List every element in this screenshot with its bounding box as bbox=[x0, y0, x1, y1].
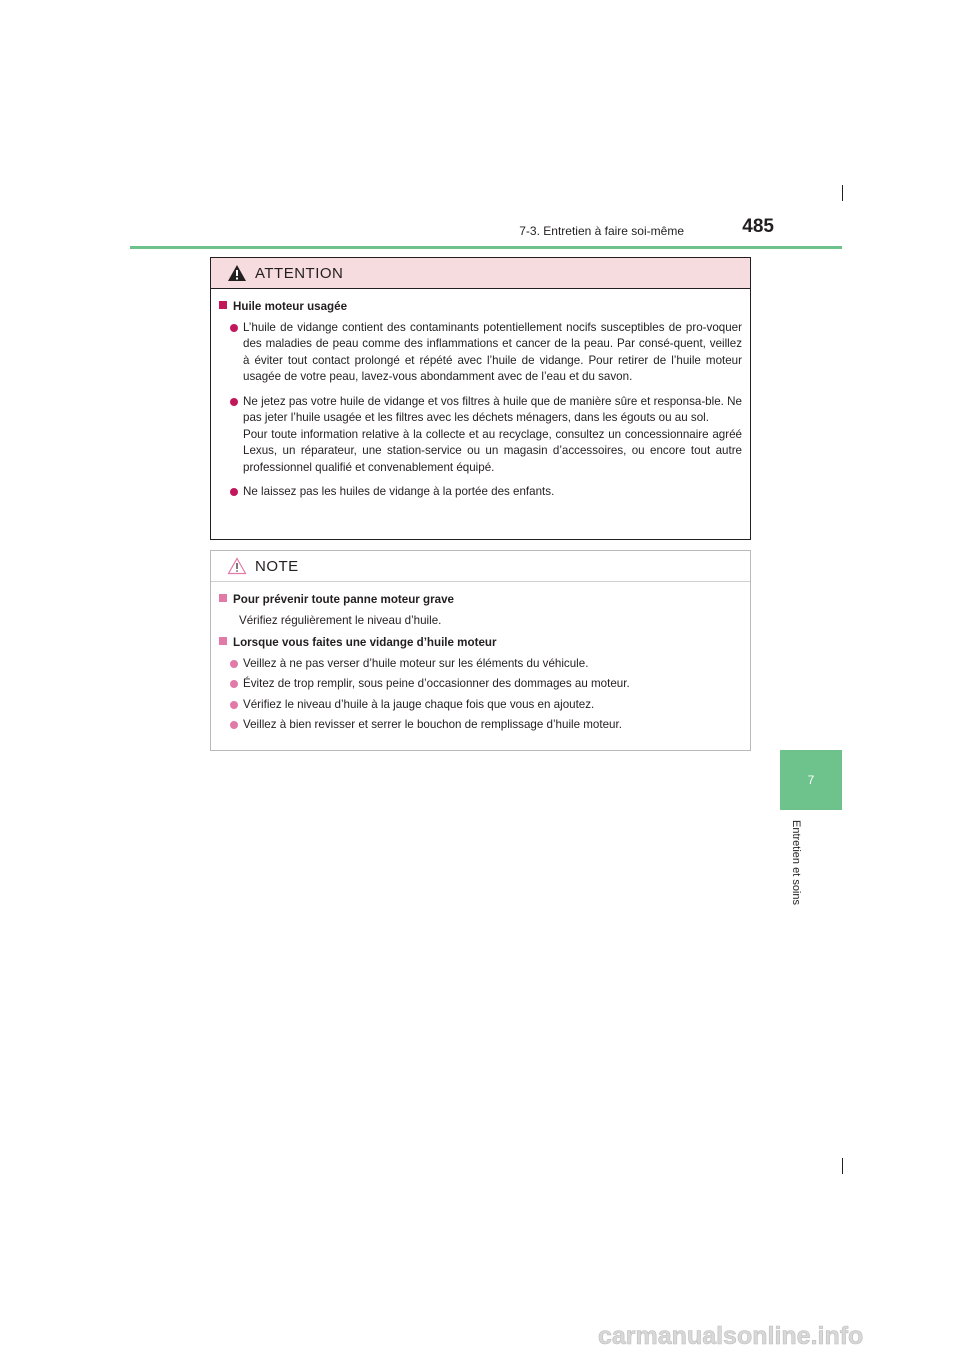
bullet-icon bbox=[230, 488, 238, 496]
bullet-icon bbox=[230, 324, 238, 332]
note-title: NOTE bbox=[255, 557, 299, 575]
list-item-text: Évitez de trop remplir, sous peine d’occasionner des dommages au moteur. bbox=[243, 677, 630, 690]
attention-body bbox=[211, 289, 750, 501]
bullet-icon bbox=[230, 660, 238, 668]
note-heading-1 bbox=[219, 592, 742, 609]
watermark-text: carmanualsonline.info bbox=[598, 1322, 864, 1350]
crop-mark-top-right bbox=[842, 185, 843, 201]
list-item bbox=[219, 717, 742, 734]
note-box bbox=[210, 550, 751, 751]
attention-heading-text: Huile moteur usagée bbox=[233, 300, 348, 313]
list-item bbox=[219, 320, 742, 386]
list-item bbox=[219, 484, 742, 501]
section-title: 7-3. Entretien à faire soi-même bbox=[519, 224, 684, 238]
bullet-icon bbox=[230, 398, 238, 406]
list-item-text: Ne jetez pas votre huile de vidange et vos filtres à huile que de manière sûre et responsa-ble. Ne pas jeter l’huile usagée et les filtres avec les déchets ménagers, dans les égouts ou au sol. bbox=[243, 394, 742, 424]
attention-box bbox=[210, 257, 751, 540]
attention-header bbox=[211, 258, 750, 289]
list-item bbox=[219, 394, 742, 477]
warning-icon bbox=[227, 264, 247, 282]
list-item-text: Veillez à bien revisser et serrer le bouchon de remplissage d’huile moteur. bbox=[243, 718, 622, 731]
list-item bbox=[219, 656, 742, 673]
caution-icon bbox=[227, 557, 247, 575]
chapter-tab bbox=[780, 750, 842, 810]
list-item bbox=[219, 697, 742, 714]
bullet-icon bbox=[230, 701, 238, 709]
note-header bbox=[211, 551, 750, 582]
watermark bbox=[598, 1318, 950, 1352]
list-item-text: Ne laissez pas les huiles de vidange à la portée des enfants. bbox=[243, 485, 555, 498]
note-heading-2-text: Lorsque vous faites une vidange d’huile moteur bbox=[233, 636, 497, 649]
list-item bbox=[219, 676, 742, 693]
bullet-icon bbox=[230, 680, 238, 688]
chapter-number: 7 bbox=[807, 773, 815, 787]
list-item-text: Vérifiez le niveau d’huile à la jauge chaque fois que vous en ajoutez. bbox=[243, 697, 595, 711]
note-heading-2 bbox=[219, 635, 742, 652]
crop-mark-bottom-right bbox=[842, 1158, 843, 1174]
bullet-icon bbox=[230, 721, 238, 729]
note-body bbox=[211, 582, 750, 734]
square-bullet-icon bbox=[219, 301, 227, 309]
attention-title: ATTENTION bbox=[255, 264, 344, 282]
list-item-continuation: Pour toute information relative à la collecte et au recyclage, consultez un concessionnaire agréé Lexus, un réparateur, une station-service ou un magasin d’accessoires, ou encore tout autre professionnel qualifié et convenablement équipé. bbox=[243, 427, 742, 474]
list-item-text: L’huile de vidange contient des contaminants potentiellement nocifs susceptibles de pro-voquer des maladies de peau comme des inflammations et cancer de la peau. Par consé-quent, veillez à éviter tout contact prolongé et répété avec l’huile de vidange. Pour retirer de l’huile moteur usagée de votre peau, lavez-vous abondamment avec de l’eau et du savon. bbox=[243, 320, 742, 383]
page-number: 485 bbox=[742, 216, 774, 237]
list-item-text: Veillez à ne pas verser d’huile moteur sur les éléments du véhicule. bbox=[243, 656, 589, 670]
note-heading-1-text: Pour prévenir toute panne moteur grave bbox=[233, 593, 454, 606]
note-text-1: Vérifiez régulièrement le niveau d’huile. bbox=[239, 613, 442, 627]
page-header bbox=[130, 212, 842, 249]
chapter-title: Entretien et soins bbox=[790, 820, 802, 905]
square-bullet-icon bbox=[219, 637, 227, 645]
attention-heading bbox=[219, 299, 742, 316]
square-bullet-icon bbox=[219, 594, 227, 602]
